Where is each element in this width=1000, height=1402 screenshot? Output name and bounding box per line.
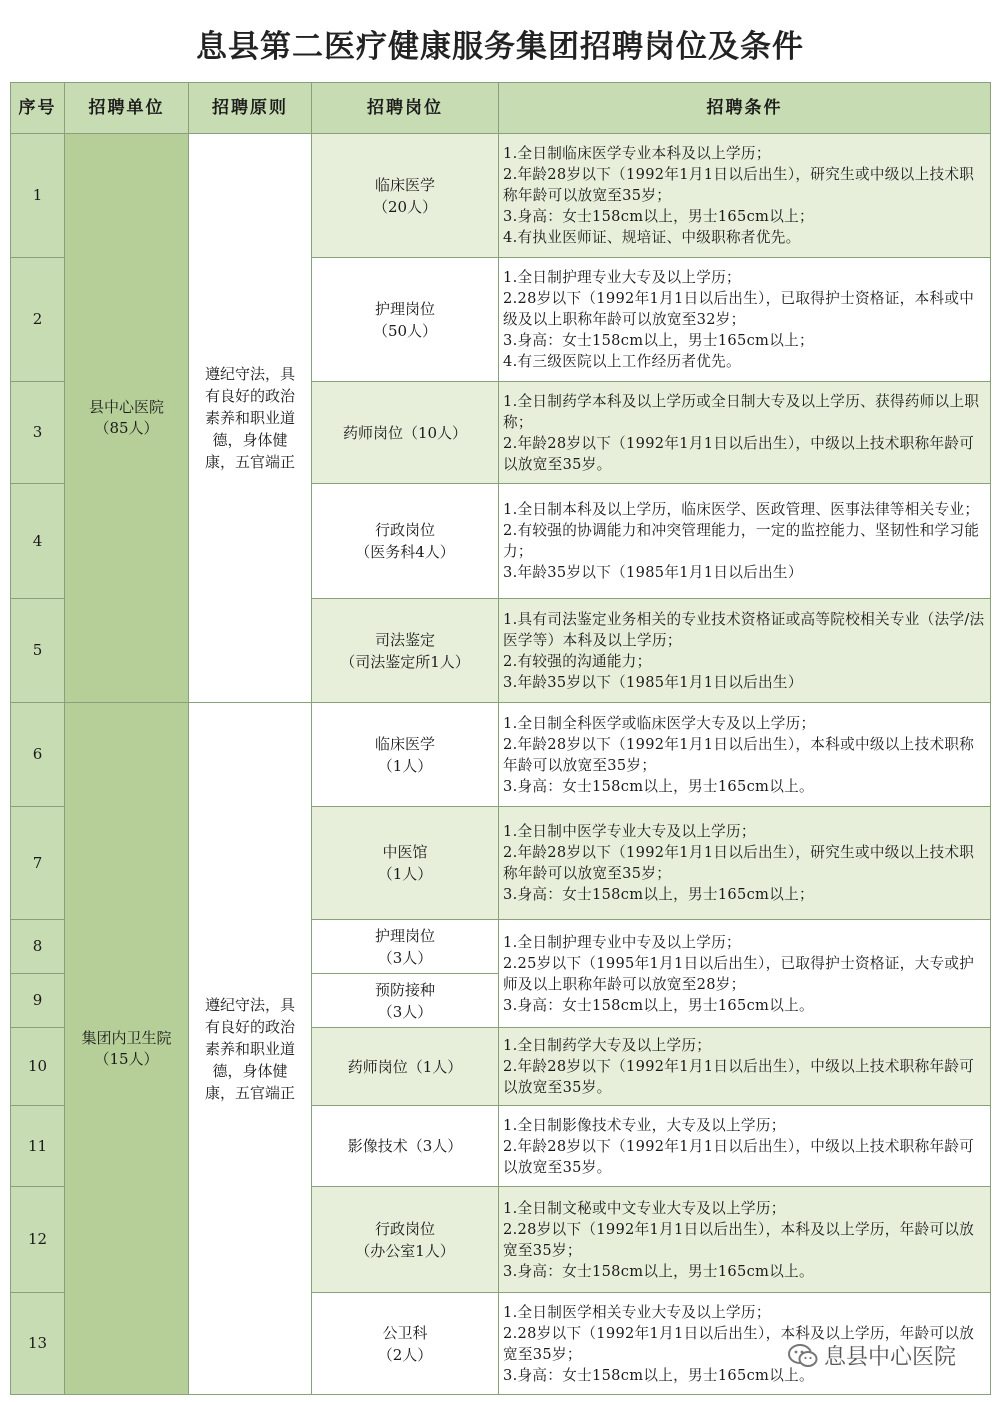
principle-line: 有良好的政治 (204, 387, 295, 405)
wechat-icon (788, 1343, 818, 1369)
post-line: （20人） (372, 197, 438, 216)
condition-cell (499, 258, 991, 382)
watermark (788, 1340, 956, 1371)
condition-line: 1.全日制全科医学或临床医学大专及以上学历； (503, 714, 816, 732)
condition-line: 2.年龄28岁以下（1992年1月1日以后出生），中级以上技术职称年龄可以放宽至35岁。 (503, 1058, 975, 1096)
post-cell (312, 920, 499, 974)
header-condition: 招聘条件 (499, 83, 991, 134)
post-line: （3人） (377, 1002, 433, 1021)
row-seq: 12 (11, 1187, 65, 1293)
principle-line: 德，身体健 (212, 1061, 288, 1080)
condition-line: 2.28岁以下（1992年1月1日以后出生），本科及以上学历，年龄可以放宽至35岁； (503, 1324, 975, 1363)
header-post: 招聘岗位 (312, 83, 499, 134)
principle-cell (189, 134, 312, 703)
watermark-text: 息县中心医院 (824, 1345, 957, 1370)
row-seq: 10 (11, 1028, 65, 1106)
unit-count: （15人） (94, 1049, 159, 1068)
unit-cell (65, 134, 189, 703)
condition-cell (499, 484, 991, 599)
row-seq: 2 (11, 258, 65, 382)
principle-line: 德，身体健 (212, 431, 288, 449)
principle-line: 遵纪守法，具 (204, 365, 295, 383)
condition-line: 2.有较强的沟通能力； (503, 652, 652, 670)
row-seq: 11 (11, 1106, 65, 1187)
condition-line: 2.年龄28岁以下（1992年1月1日以后出生），中级以上技术职称年龄可以放宽至35岁。 (503, 434, 975, 473)
post-cell (312, 258, 499, 382)
table-row (11, 134, 991, 258)
condition-line: 1.全日制影像技术专业，大专及以上学历； (503, 1116, 786, 1134)
condition-line: 3.身高：女士158cm以上，男士165cm以上； (503, 332, 814, 349)
post-line: 临床医学 (374, 175, 435, 194)
post-line: 中医馆 (382, 843, 428, 861)
principle-line: 有良好的政治 (204, 1017, 295, 1036)
condition-line: 1.全日制药学本科及以上学历或全日制大专及以上学历、获得药师以上职称； (503, 392, 980, 431)
condition-cell (499, 382, 991, 484)
condition-line: 4.有执业医师证、规培证、中级职称者优先。 (503, 229, 801, 246)
principle-cell (189, 703, 312, 1395)
principle-line: 康，五官端正 (204, 453, 295, 471)
recruitment-table (10, 82, 991, 1395)
post-line: （50人） (372, 321, 438, 340)
principle-line: 康，五官端正 (204, 1083, 295, 1102)
post-line: （2人） (377, 1345, 433, 1364)
row-seq: 5 (11, 599, 65, 703)
condition-line: 3.身高：女士158cm以上，男士165cm以上。 (503, 1366, 814, 1384)
post-line: 护理岗位 (374, 299, 435, 318)
condition-line: 1.全日制临床医学专业本科及以上学历； (503, 145, 771, 162)
post-line: 药师岗位（10人） (342, 423, 468, 442)
header-principle: 招聘原则 (189, 83, 312, 134)
table-body (11, 134, 991, 1395)
condition-line: 2.年龄28岁以下（1992年1月1日以后出生），研究生或中级以上技术职称年龄可以放宽至35岁； (503, 166, 975, 204)
unit-name: 县中心医院 (88, 398, 164, 416)
condition-cell (499, 1106, 991, 1187)
condition-line: 1.具有司法鉴定业务相关的专业技术资格证或高等院校相关专业（法学/法医学等）本科及以上学历； (503, 610, 985, 649)
condition-line: 2.有较强的协调能力和冲突管理能力，一定的监控能力、坚韧性和学习能力； (503, 522, 980, 560)
condition-line: 4.有三级医院以上工作经历者优先。 (503, 353, 741, 370)
condition-line: 3.年龄35岁以下（1985年1月1日以后出生） (503, 564, 803, 581)
condition-line: 2.年龄28岁以下（1992年1月1日以后出生），研究生或中级以上技术职称年龄可以放宽至35岁； (503, 844, 975, 882)
unit-name: 集团内卫生院 (81, 1028, 172, 1047)
post-cell (312, 1028, 499, 1106)
principle-line: 素养和职业道 (204, 1039, 295, 1058)
post-line: 临床医学 (374, 734, 435, 753)
condition-line: 2.年龄28岁以下（1992年1月1日以后出生），本科或中级以上技术职称年龄可以放宽至35岁； (503, 735, 975, 774)
header-unit: 招聘单位 (65, 83, 189, 134)
principle-line: 遵纪守法，具 (204, 995, 295, 1014)
condition-cell (499, 1187, 991, 1293)
post-cell (312, 134, 499, 258)
condition-line: 2.25岁以下（1995年1月1日以后出生），已取得护士资格证，大专或护师及以上职称年龄可以放宽至28岁； (503, 954, 975, 993)
unit-cell (65, 703, 189, 1395)
post-cell (312, 807, 499, 920)
condition-cell (499, 920, 991, 1028)
unit-count: （85人） (94, 419, 159, 437)
post-line: 司法鉴定 (374, 630, 435, 649)
post-line: 药师岗位（1人） (347, 1057, 463, 1076)
post-line: （司法鉴定所1人） (340, 652, 470, 671)
row-seq: 1 (11, 134, 65, 258)
row-seq: 6 (11, 703, 65, 807)
condition-cell (499, 807, 991, 920)
condition-line: 1.全日制药学大专及以上学历； (503, 1037, 712, 1054)
row-seq: 13 (11, 1293, 65, 1395)
post-line: （办公室1人） (355, 1241, 455, 1260)
condition-line: 1.全日制医学相关专业大专及以上学历； (503, 1303, 771, 1321)
post-cell (312, 1106, 499, 1187)
condition-line: 1.全日制护理专业中专及以上学历； (503, 933, 741, 951)
condition-cell (499, 599, 991, 703)
post-cell (312, 1293, 499, 1395)
post-line: 行政岗位 (374, 1219, 435, 1238)
post-line: 预防接种 (374, 980, 435, 999)
post-cell (312, 1187, 499, 1293)
post-line: （1人） (377, 756, 433, 775)
row-seq: 4 (11, 484, 65, 599)
condition-line: 3.身高：女士158cm以上，男士165cm以上。 (503, 777, 814, 795)
condition-line: 2.28岁以下（1992年1月1日以后出生），本科及以上学历，年龄可以放宽至35岁； (503, 1220, 975, 1259)
table-row (11, 703, 991, 807)
header-seq: 序号 (11, 83, 65, 134)
post-cell (312, 599, 499, 703)
post-line: 护理岗位 (374, 926, 435, 945)
condition-line: 1.全日制中医学专业大专及以上学历； (503, 823, 756, 840)
condition-line: 3.年龄35岁以下（1985年1月1日以后出生） (503, 673, 803, 691)
post-line: 影像技术（3人） (347, 1137, 463, 1155)
principle-line: 素养和职业道 (204, 409, 295, 427)
condition-line: 1.全日制文秘或中文专业大专及以上学历； (503, 1199, 786, 1217)
condition-line: 3.身高：女士158cm以上，男士165cm以上。 (503, 996, 814, 1014)
condition-line: 3.身高：女士158cm以上，男士165cm以上。 (503, 1262, 814, 1280)
post-cell (312, 484, 499, 599)
post-line: 公卫科 (382, 1323, 428, 1342)
post-cell (312, 974, 499, 1028)
post-cell (312, 703, 499, 807)
condition-line: 3.身高：女士158cm以上，男士165cm以上； (503, 208, 814, 225)
row-seq: 8 (11, 920, 65, 974)
page-title: 息县第二医疗健康服务集团招聘岗位及条件 (196, 28, 804, 65)
post-cell (312, 382, 499, 484)
condition-cell (499, 703, 991, 807)
condition-cell (499, 134, 991, 258)
row-seq: 9 (11, 974, 65, 1028)
row-seq: 7 (11, 807, 65, 920)
condition-line: 1.全日制本科及以上学历，临床医学、医政管理、医事法律等相关专业； (503, 501, 980, 518)
table-header-row (11, 83, 991, 134)
condition-line: 1.全日制护理专业大专及以上学历； (503, 269, 741, 286)
row-seq: 3 (11, 382, 65, 484)
post-line: （医务科4人） (355, 543, 455, 561)
condition-line: 2.年龄28岁以下（1992年1月1日以后出生），中级以上技术职称年龄可以放宽至35岁。 (503, 1137, 975, 1176)
post-line: （1人） (377, 865, 433, 883)
post-line: （3人） (377, 948, 433, 967)
post-line: 行政岗位 (374, 521, 435, 539)
condition-cell (499, 1028, 991, 1106)
condition-line: 3.身高：女士158cm以上，男士165cm以上； (503, 886, 814, 903)
condition-line: 2.28岁以下（1992年1月1日以后出生），已取得护士资格证，本科或中级及以上职称年龄可以放宽至32岁； (503, 290, 975, 328)
